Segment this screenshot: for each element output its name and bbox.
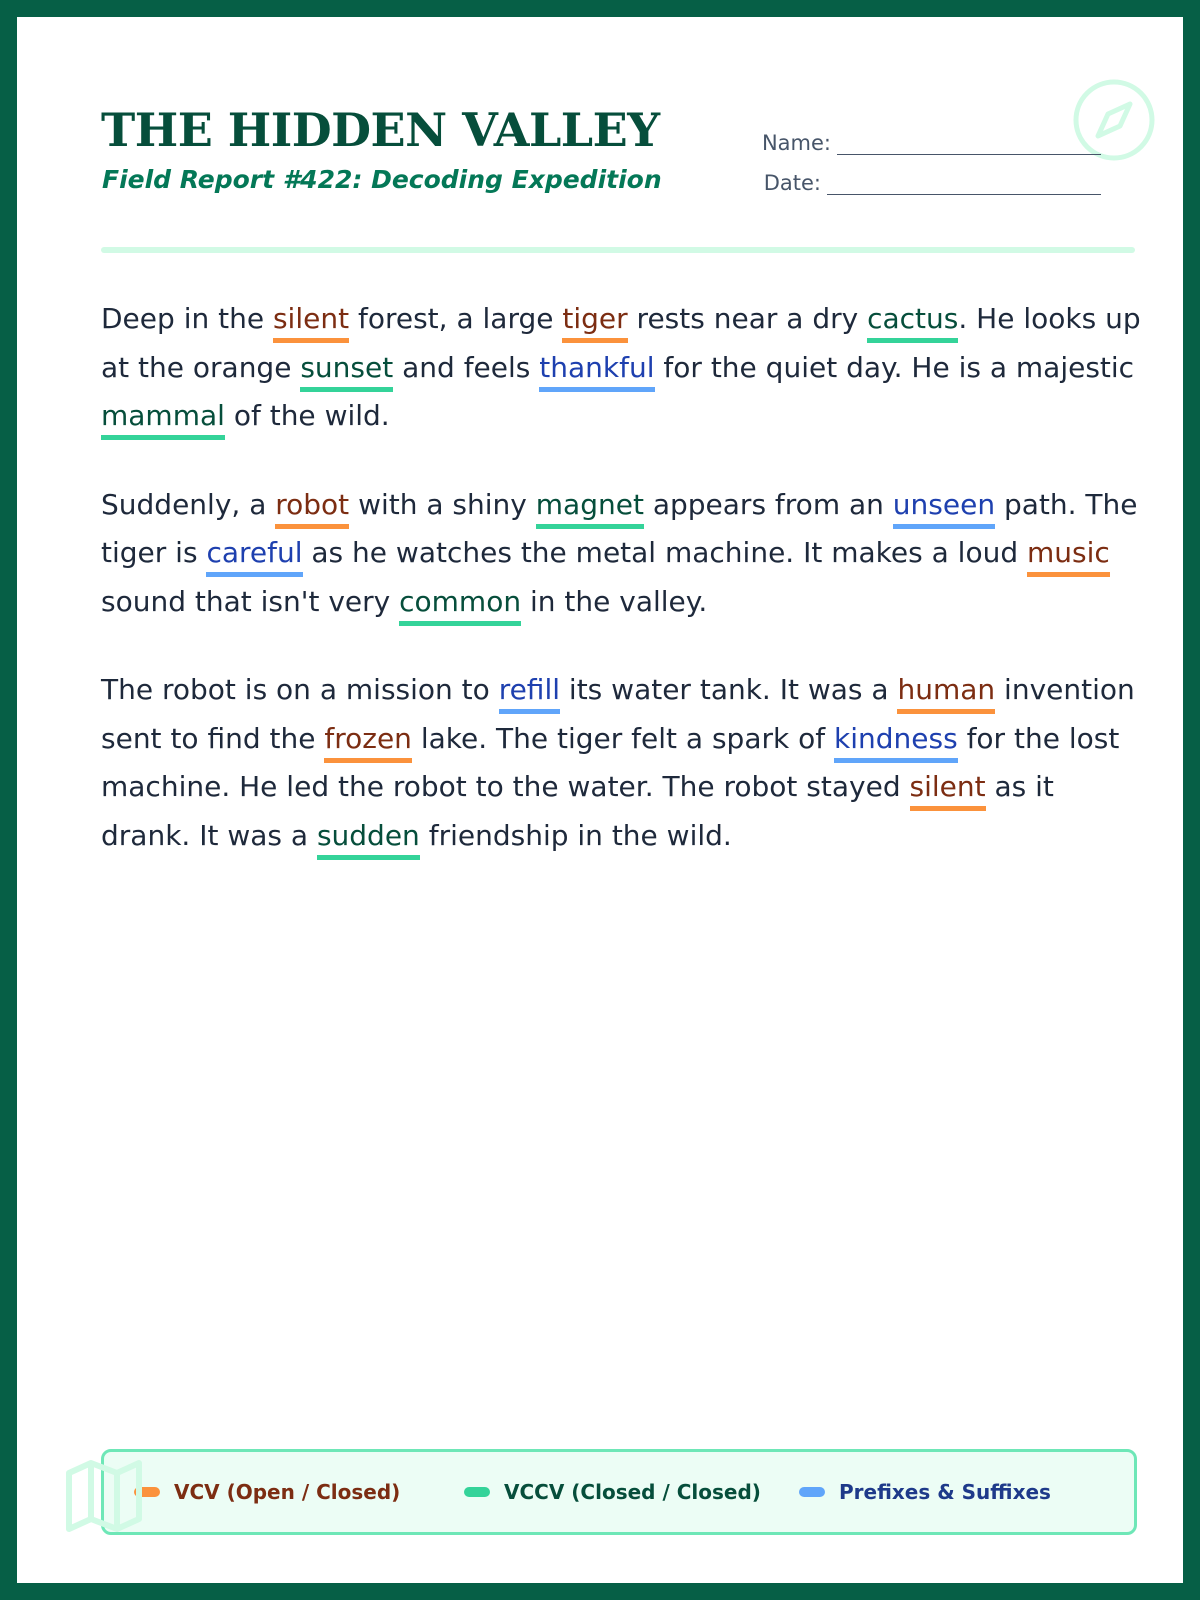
syllable-legend — [101, 1449, 1137, 1535]
story-text-run: sound that isn't very — [101, 584, 400, 618]
story-text-run: of the wild. — [224, 399, 390, 432]
story-text-run: as it drank. It was a — [101, 770, 1054, 852]
legend-vcv — [134, 1452, 400, 1532]
date-field[interactable] — [764, 171, 1101, 195]
story-text-run: Suddenly, a — [101, 487, 276, 521]
highlighted-word-vcv: music — [1027, 536, 1110, 577]
highlighted-word-vcv: robot — [275, 488, 349, 529]
date-line[interactable] — [827, 174, 1101, 195]
affix-swatch — [799, 1487, 825, 1497]
story-text-run: forest, a large — [349, 302, 563, 335]
header-divider — [101, 247, 1135, 253]
story-text — [101, 295, 1141, 900]
vccv-swatch — [464, 1487, 490, 1497]
story-text-run: rests near a dry — [627, 302, 868, 335]
highlighted-word-vcv: frozen — [324, 722, 412, 763]
story-paragraph — [101, 481, 1141, 627]
story-text-run: The robot is on a mission to — [101, 673, 499, 706]
story-text-run: for the quiet day. He is a majestic — [654, 350, 1135, 384]
highlighted-word-vcv: tiger — [562, 302, 627, 343]
story-paragraph — [101, 666, 1141, 860]
story-text-run: lake. The tiger felt a spark of — [411, 721, 834, 755]
story-text-run: Deep in the — [101, 302, 273, 335]
legend-vccv-label: VCCV (Closed / Closed) — [504, 1480, 761, 1504]
name-label: Name: — [761, 131, 831, 155]
highlighted-word-vcv: human — [897, 673, 995, 714]
highlighted-word-vcv: silent — [910, 770, 986, 811]
story-paragraph — [101, 295, 1141, 441]
highlighted-word-vccv: cactus — [867, 302, 958, 343]
story-text-run: in the valley. — [521, 584, 708, 618]
worksheet-page — [17, 17, 1183, 1583]
highlighted-word-vccv: mammal — [101, 399, 225, 440]
story-text-run: friendship in the wild. — [419, 818, 732, 852]
legend-affix — [799, 1452, 1051, 1532]
highlighted-word-affix: kindness — [834, 722, 958, 763]
highlighted-word-vccv: sunset — [300, 351, 393, 392]
date-label: Date: — [763, 171, 821, 195]
highlighted-word-affix: thankful — [539, 351, 654, 392]
highlighted-word-vcv: silent — [273, 302, 349, 343]
worksheet-title: THE HIDDEN VALLEY — [101, 103, 660, 157]
story-text-run: invention sent to find the — [101, 673, 1135, 755]
highlighted-word-vccv: magnet — [536, 488, 644, 529]
story-text-run: path. The tiger is — [101, 487, 1138, 569]
story-text-run: its water tank. It was a — [560, 673, 898, 706]
legend-vccv — [464, 1452, 761, 1532]
highlighted-word-vccv: common — [399, 585, 521, 626]
story-text-run: . He looks up at the orange — [101, 302, 1141, 384]
story-text-run: and feels — [393, 350, 540, 384]
story-text-run: for the lost machine. He led the robot to the water. The robot stayed — [101, 721, 1120, 803]
name-line[interactable] — [837, 134, 1101, 155]
legend-affix-label: Prefixes & Suffixes — [839, 1480, 1051, 1504]
name-field[interactable] — [762, 131, 1101, 155]
map-icon — [63, 1455, 145, 1537]
story-text-run: appears from an — [643, 487, 893, 521]
highlighted-word-affix: careful — [206, 536, 302, 577]
legend-vcv-label: VCV (Open / Closed) — [174, 1480, 401, 1504]
highlighted-word-affix: refill — [499, 673, 560, 714]
highlighted-word-vccv: sudden — [317, 819, 420, 860]
story-text-run: as he watches the metal machine. It makes a loud — [302, 536, 1027, 569]
worksheet-subtitle: Field Report #422: Decoding Expedition — [102, 165, 662, 194]
highlighted-word-affix: unseen — [893, 488, 995, 529]
story-text-run: with a shiny — [349, 487, 536, 521]
